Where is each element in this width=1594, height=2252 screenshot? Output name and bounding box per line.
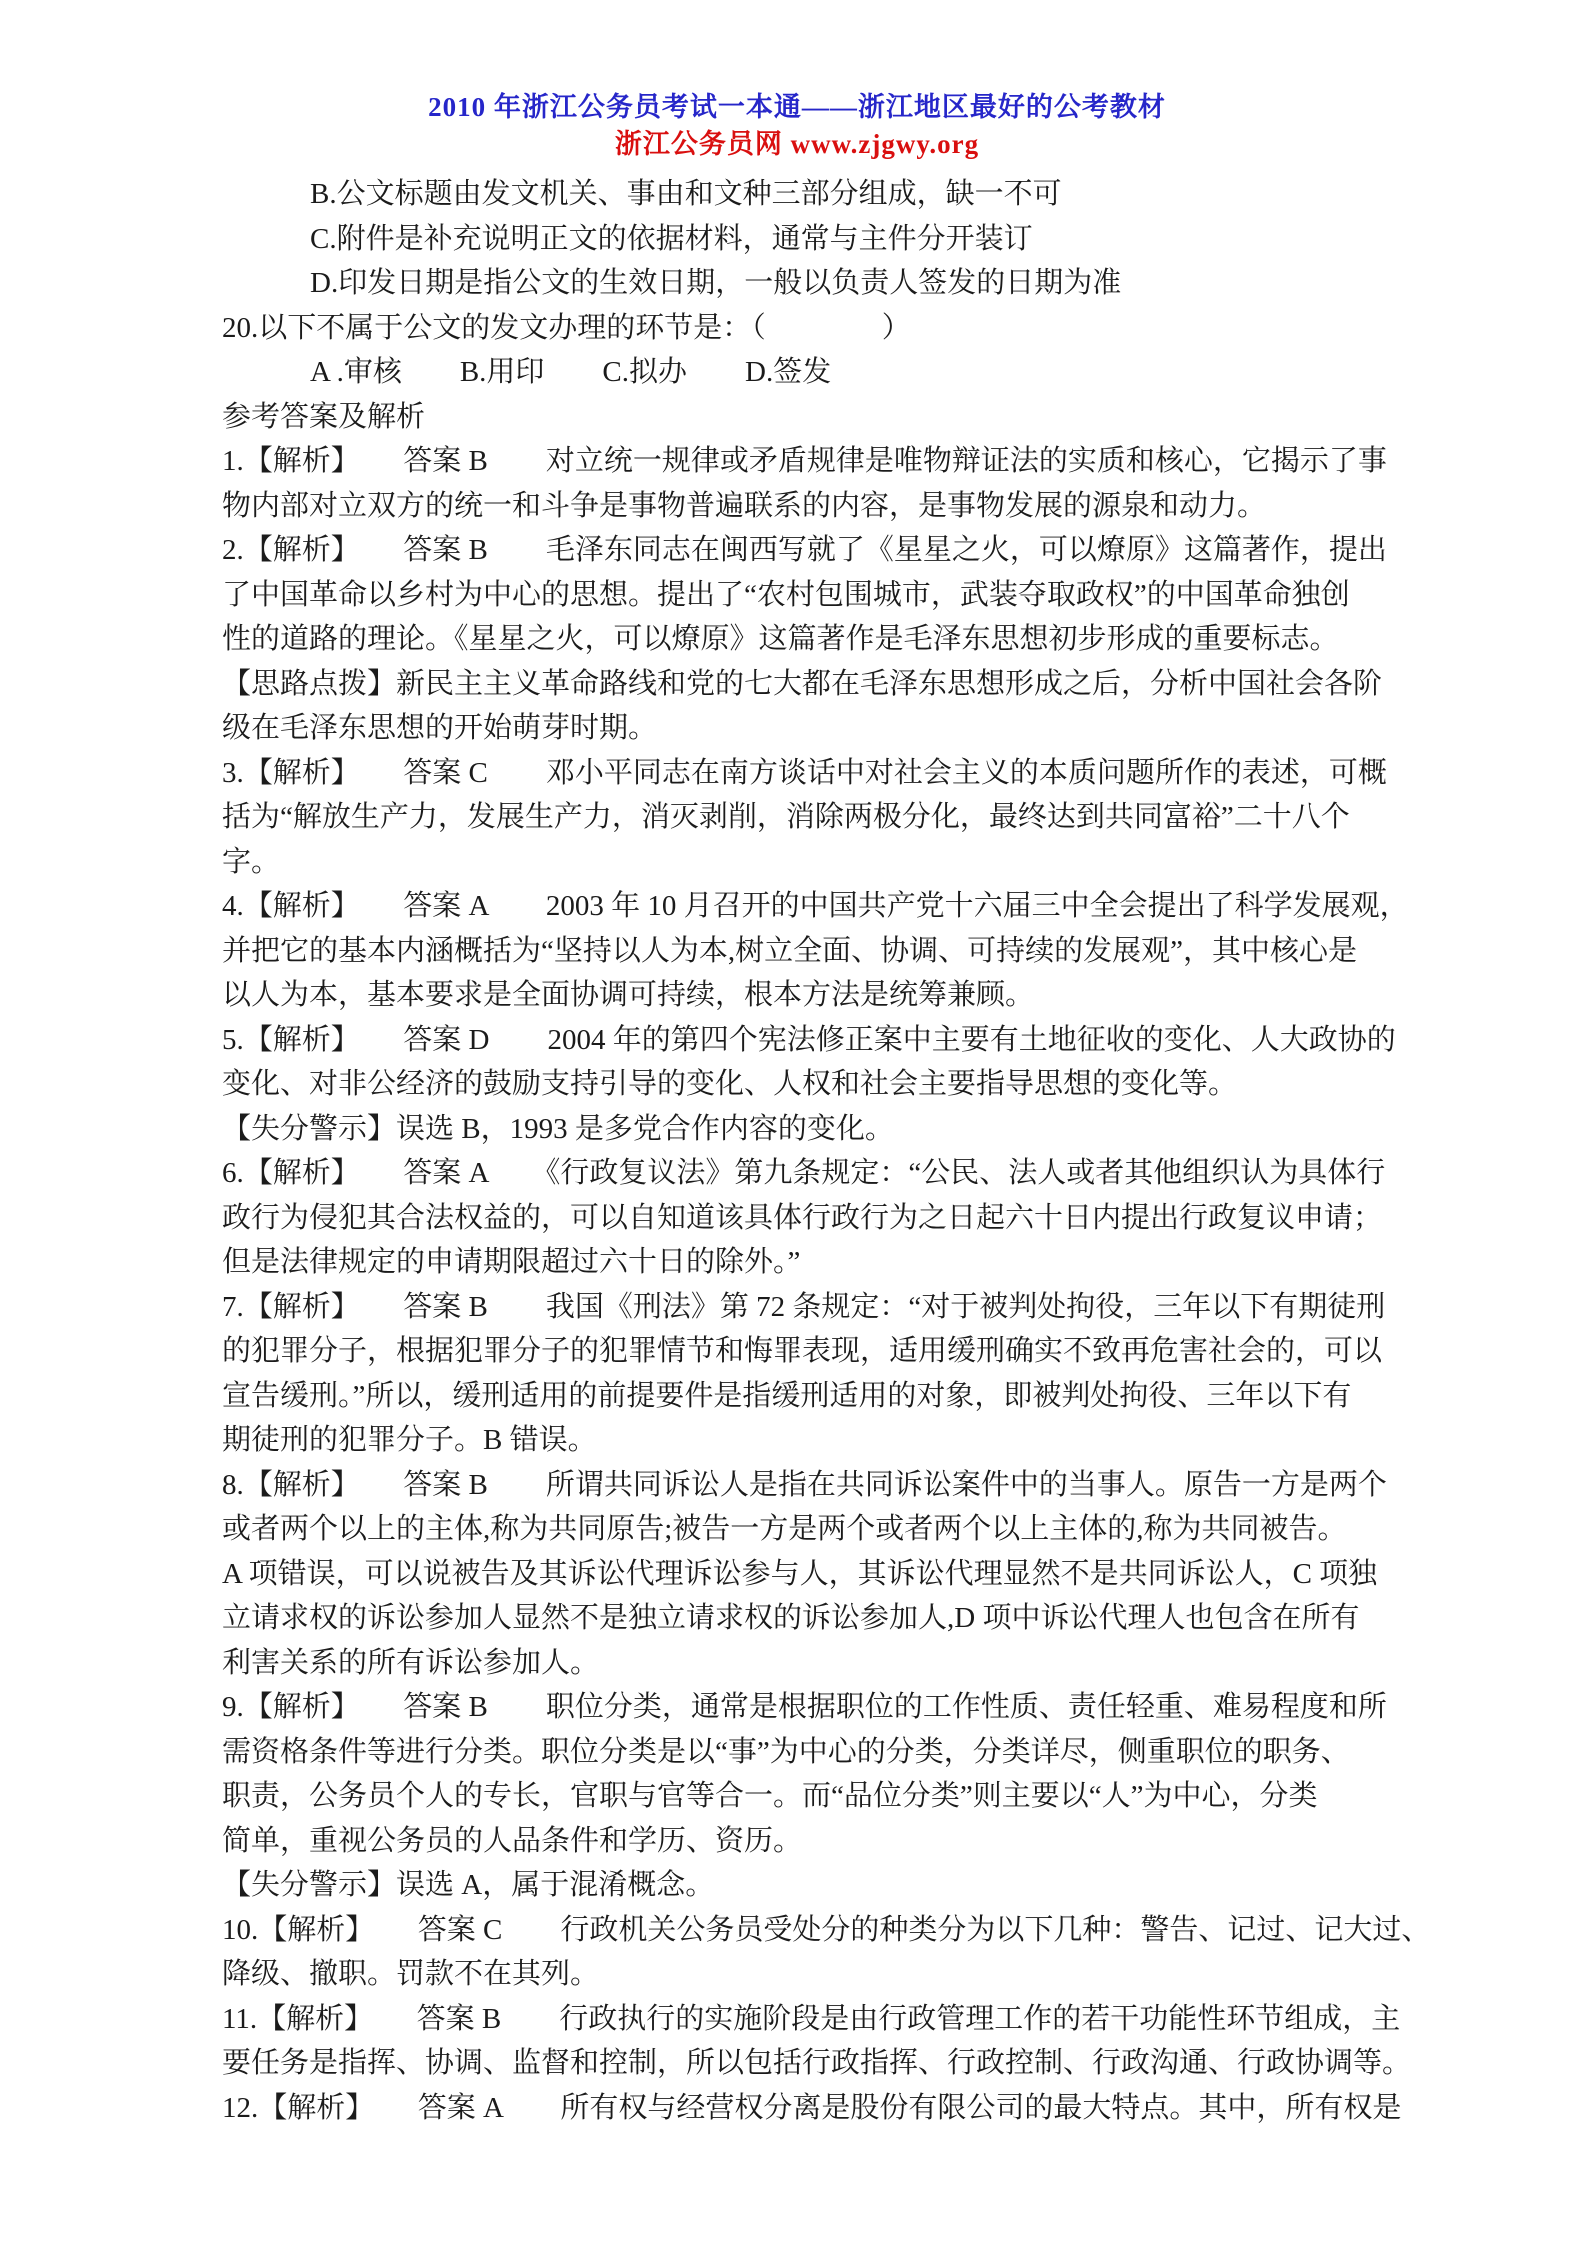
text-line: A 项错误，可以说被告及其诉讼代理诉讼参与人，其诉讼代理显然不是共同诉讼人，C 项独: [222, 1557, 1378, 1590]
text-line: 以人为本，基本要求是全面协调可持续，根本方法是统筹兼顾。: [222, 979, 1035, 1011]
text-line: 要任务是指挥、协调、监督和控制，所以包括行政指挥、行政控制、行政沟通、行政协调等。: [222, 2047, 1412, 2079]
text-line: 性的道路的理论。《星星之火，可以燎原》这篇著作是毛泽东思想初步形成的重要标志。: [222, 623, 1339, 655]
text-line: 的犯罪分子，根据犯罪分子的犯罪情节和悔罪表现，适用缓刑确实不致再危害社会的，可以: [222, 1335, 1383, 1367]
text-line: A .审核 B.用印 C.拟办 D.签发: [310, 356, 832, 388]
text-line: 10.【解析】 答案 C 行政机关公务员受处分的种类分为以下几种：警告、记过、记大过、: [222, 1913, 1431, 1946]
text-line: 需资格条件等进行分类。职位分类是以“事”为中心的分类，分类详尽，侧重职位的职务、: [222, 1735, 1350, 1768]
text-line: 5.【解析】 答案 D 2004 年的第四个宪法修正案中主要有土地征收的变化、人大政协的: [222, 1023, 1396, 1056]
text-line: 6.【解析】 答案 A 《行政复议法》第九条规定：“公民、法人或者其他组织认为具体行: [222, 1157, 1386, 1189]
text-line: 但是法律规定的申请期限超过六十日的除外。”: [222, 1246, 801, 1278]
page-header: [0, 0, 1594, 162]
text-line: 政行为侵犯其合法权益的，可以自知道该具体行政行为之日起六十日内提出行政复议申请；: [222, 1201, 1383, 1234]
text-line: 【失分警示】误选 B，1993 是多党合作内容的变化。: [222, 1112, 894, 1145]
text-line: 简单，重视公务员的人品条件和学历、资历。: [222, 1824, 803, 1857]
text-line: 职责，公务员个人的专长，官职与官等合一。而“品位分类”则主要以“人”为中心，分类: [222, 1780, 1318, 1812]
text-line: D.印发日期是指公文的生效日期，一般以负责人签发的日期为准: [310, 267, 1122, 299]
header-title: 2010 年浙江公务员考试一本通——浙江地区最好的公考教材: [428, 92, 1166, 122]
text-line: 级在毛泽东思想的开始萌芽时期。: [222, 712, 658, 744]
text-line: 参考答案及解析: [222, 400, 426, 433]
text-line: 【失分警示】误选 A，属于混淆概念。: [222, 1869, 715, 1901]
text-line: 1.【解析】 答案 B 对立统一规律或矛盾规律是唯物辩证法的实质和核心，它揭示了事: [222, 445, 1387, 477]
text-line: 宣告缓刑。”所以，缓刑适用的前提要件是指缓刑适用的对象，即被判处拘役、三年以下有: [222, 1379, 1352, 1412]
text-line: 12.【解析】 答案 A 所有权与经营权分离是股份有限公司的最大特点。其中，所有权是: [222, 2091, 1402, 2124]
text-line: 或者两个以上的主体,称为共同原告;被告一方是两个或者两个以上主体的,称为共同被告。: [222, 1513, 1347, 1545]
text-line: 11.【解析】 答案 B 行政执行的实施阶段是由行政管理工作的若干功能性环节组成，主: [222, 2002, 1401, 2035]
text-line: 9.【解析】 答案 B 职位分类，通常是根据职位的工作性质、责任轻重、难易程度和所: [222, 1691, 1387, 1723]
text-line: B.公文标题由发文机关、事由和文种三部分组成，缺一不可: [310, 178, 1062, 210]
text-line: 字。: [222, 845, 281, 878]
text-line: 期徒刑的犯罪分子。B 错误。: [222, 1424, 597, 1456]
text-line: 4.【解析】 答案 A 2003 年 10 月召开的中国共产党十六届三中全会提出了科学发展观，: [222, 890, 1409, 922]
text-line: 3.【解析】 答案 C 邓小平同志在南方谈话中对社会主义的本质问题所作的表述，可概: [222, 756, 1387, 789]
text-line: 7.【解析】 答案 B 我国《刑法》第 72 条规定：“对于被判处拘役，三年以下有期徒刑: [222, 1290, 1386, 1323]
text-line: 20.以下不属于公文的发文办理的环节是：（ ）: [222, 311, 911, 344]
text-line: 并把它的基本内涵概括为“坚持以人为本,树立全面、协调、可持续的发展观”，其中核心是: [222, 934, 1357, 967]
text-line: 降级、撤职。罚款不在其列。: [222, 1958, 600, 1990]
header-site-link: 浙江公务员网 www.zjgwy.org: [614, 129, 980, 159]
text-line: 物内部对立双方的统一和斗争是事物普遍联系的内容，是事物发展的源泉和动力。: [222, 489, 1267, 522]
text-line: C.附件是补充说明正文的依据材料，通常与主件分开装订: [310, 222, 1033, 255]
text-line: 利害关系的所有诉讼参加人。: [222, 1646, 600, 1679]
text-line: 括为“解放生产力，发展生产力，消灭剥削，消除两极分化，最终达到共同富裕”二十八个: [222, 801, 1350, 833]
text-line: 了中国革命以乡村为中心的思想。提出了“农村包围城市，武装夺取政权”的中国革命独创: [222, 578, 1350, 611]
text-line: 立请求权的诉讼参加人显然不是独立请求权的诉讼参加人,D 项中诉讼代理人也包含在所有: [222, 1602, 1360, 1634]
text-line: 8.【解析】 答案 B 所谓共同诉讼人是指在共同诉讼案件中的当事人。原告一方是两个: [222, 1468, 1387, 1501]
text-line: 2.【解析】 答案 B 毛泽东同志在闽西写就了《星星之火，可以燎原》这篇著作，提出: [222, 534, 1387, 566]
text-line: 变化、对非公经济的鼓励支持引导的变化、人权和社会主要指导思想的变化等。: [222, 1068, 1238, 1100]
text-line: 【思路点拨】新民主主义革命路线和党的七大都在毛泽东思想形成之后，分析中国社会各阶: [222, 667, 1383, 700]
document-body: [0, 172, 1594, 2130]
